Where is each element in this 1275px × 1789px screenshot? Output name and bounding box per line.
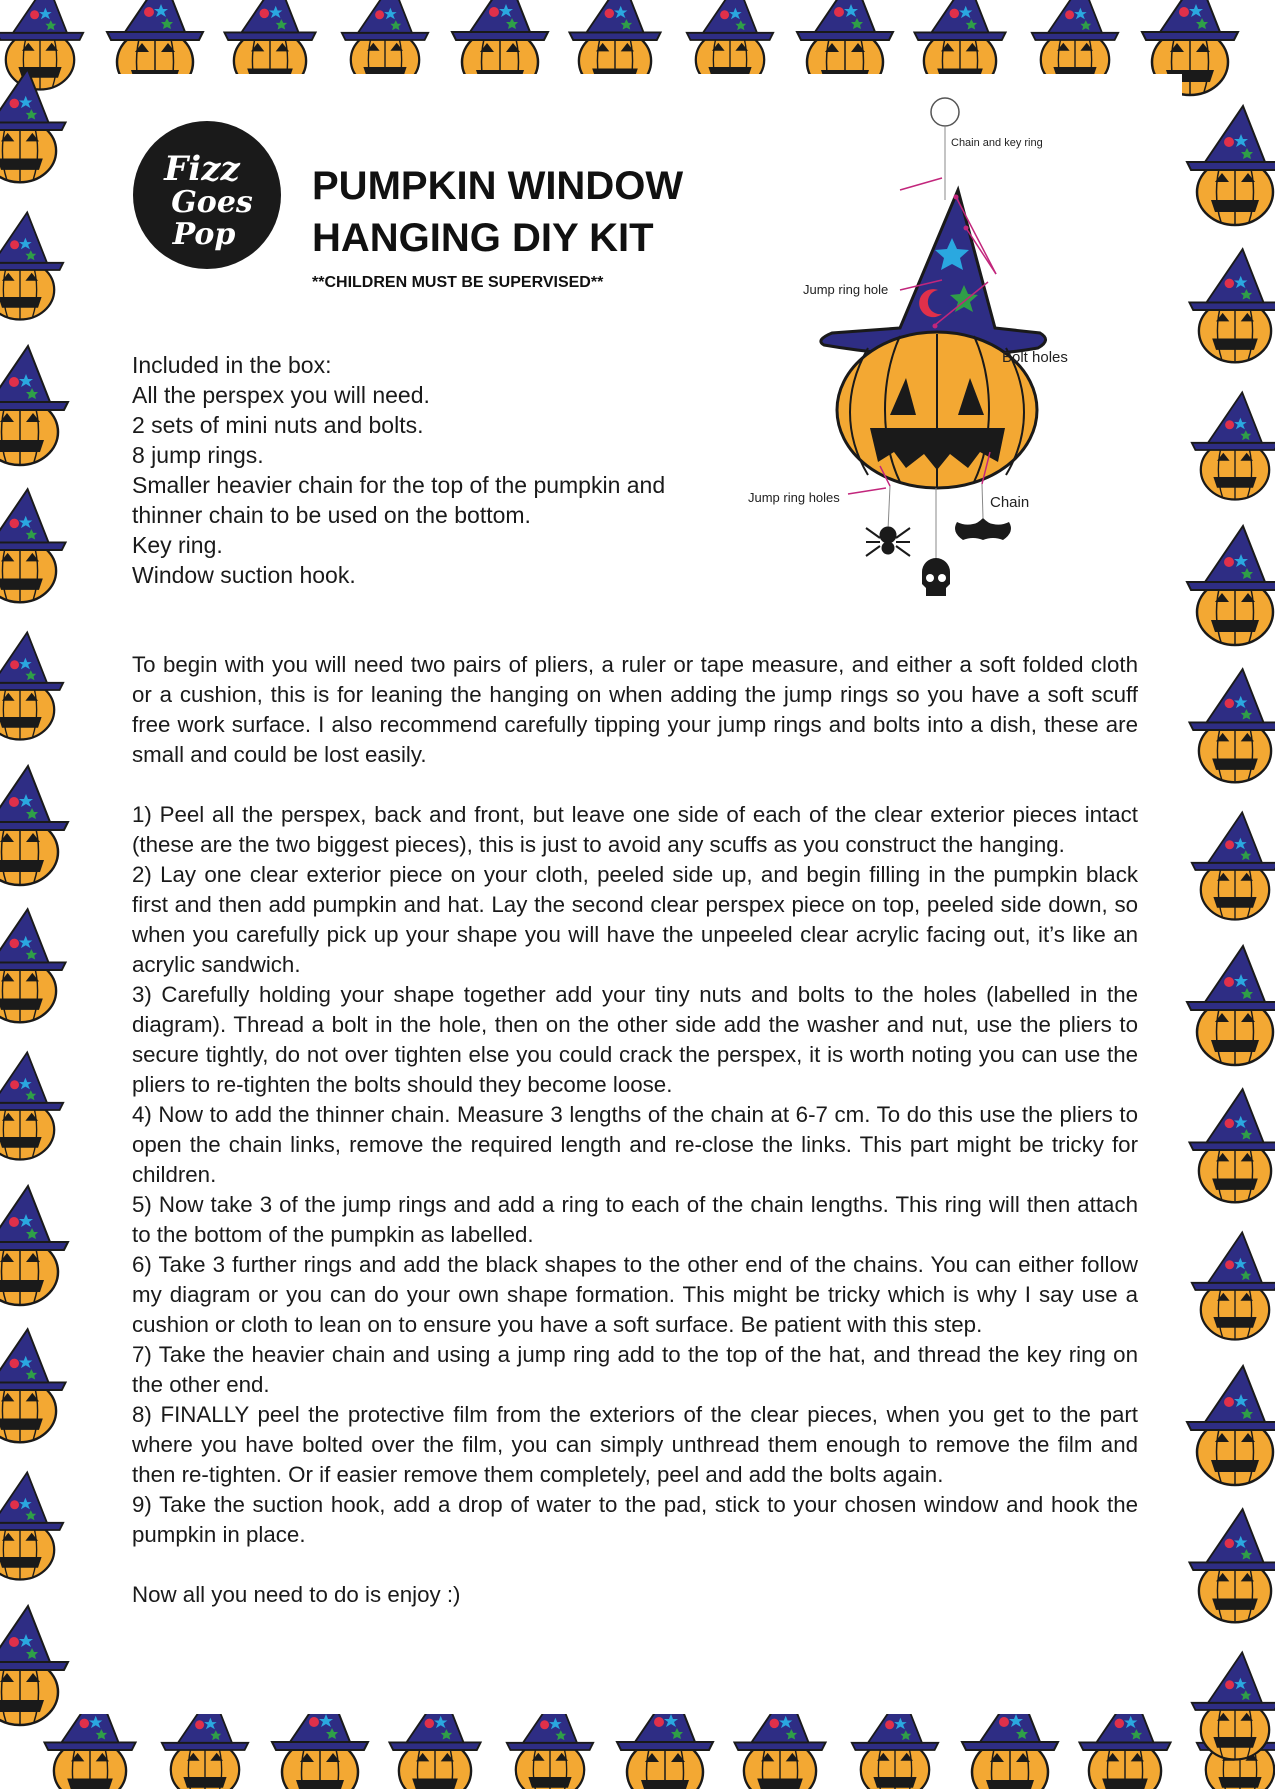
intro-paragraph: To begin with you will need two pairs of pliers, a ruler or tape measure, and either a soft folded cloth or a cushion, this is for leaning the hanging on when adding the jump rings so you have a soft scuff free work surface. I also recommend carefully tipping your jump rings and bolts into a dish, these are small and could be lost easily. xyxy=(132,652,1138,767)
title-line-1: PUMPKIN WINDOW xyxy=(312,164,684,208)
pumpkin-border-icon xyxy=(1187,946,1275,1065)
svg-text:Pop: Pop xyxy=(172,217,236,252)
pumpkin-border-icon xyxy=(1187,106,1275,225)
pumpkin-border-icon xyxy=(1192,1652,1275,1759)
label-chain-key-ring: Chain and key ring xyxy=(951,137,1043,149)
included-item: Window suction hook. xyxy=(132,562,356,588)
spider-icon xyxy=(866,527,910,556)
pumpkin-border-icon xyxy=(1189,1509,1275,1622)
title-line-2: HANGING DIY KIT xyxy=(312,216,654,260)
label-jump-ring-holes: Jump ring holes xyxy=(748,490,840,505)
pumpkin-border-icon xyxy=(0,632,63,739)
pumpkin-border-icon xyxy=(0,212,63,319)
pumpkin-border-icon xyxy=(0,766,68,885)
label-jump-ring-hole: Jump ring hole xyxy=(803,282,889,297)
step-6: 6) Take 3 further rings and add the black shapes to the other end of the chains. You can either follow my diagram or you can do your own shape formation. This might be tricky which is why I say use a cushion or cloth to lean on to ensure you have a soft surface. Be patient with this step. xyxy=(132,1252,1138,1337)
pumpkin-border-icon xyxy=(0,1052,63,1159)
step-8: 8) FINALLY peel the protective film from the exteriors of the clear pieces, when you get to the part where you have bolted over the film, you can simply unthread them enough to remove the film and then re-tighten. Or if easier remove them completely, peel and add the bolts again. xyxy=(132,1402,1138,1487)
pumpkin-border-icon xyxy=(0,1472,63,1579)
pumpkin-border-icon xyxy=(1189,1089,1275,1202)
pumpkin-border-icon xyxy=(0,0,83,90)
closing-line: Now all you need to do is enjoy :) xyxy=(132,1582,461,1607)
label-chain: Chain xyxy=(990,494,1030,511)
pumpkin-border-icon xyxy=(1192,1232,1275,1339)
pumpkin-border-icon xyxy=(1189,249,1275,362)
pumpkin-border-icon xyxy=(0,1329,66,1442)
step-2: 2) Lay one clear exterior piece on your cloth, peeled side up, and begin filling in the pumpkin black first and then add pumpkin and hat. Lay the second clear perspex piece on top, peeled side down, so when you carefully pick up your shape you will have the unpeeled clear acrylic facing out, it’s like an acrylic sandwich. xyxy=(132,862,1138,977)
skull-icon xyxy=(922,558,950,596)
pumpkin-border-icon xyxy=(0,1186,68,1305)
step-3: 3) Carefully holding your shape together add your tiny nuts and bolts to the holes (labelled in the diagram). Thread a bolt in the hole, then on the other side add the washer and nut, use the pliers to secure tightly, do not over tighten else you could crack the perspex, it is worth noting you can use the pliers to re-tighten the bolts should they become loose. xyxy=(132,982,1138,1097)
supervision-warning: **CHILDREN MUST BE SUPERVISED** xyxy=(312,274,604,291)
instructions xyxy=(132,650,1138,1610)
step-1: 1) Peel all the perspex, back and front, but leave one side of each of the clear exterior pieces intact (these are the two biggest pieces), this is just to avoid any scuffs as you construct the hanging. xyxy=(132,802,1138,857)
pumpkin-border-icon xyxy=(0,489,66,602)
step-5: 5) Now take 3 of the jump rings and add a ring to each of the chain lengths. This ring will then attach to the bottom of the pumpkin as labelled. xyxy=(132,1192,1138,1247)
pumpkin-border-icon xyxy=(0,909,66,1022)
fizz-goes-pop-logo xyxy=(132,120,282,270)
included-item: Smaller heavier chain for the top of the pumpkin and xyxy=(132,472,666,498)
step-4: 4) Now to add the thinner chain. Measure 3 lengths of the chain at 6-7 cm. To do this use the pliers to open the chain links, remove the required length and re-close the links. This part might be tricky for children. xyxy=(132,1102,1138,1187)
svg-text:Goes: Goes xyxy=(171,185,253,220)
svg-text:Fizz: Fizz xyxy=(164,149,240,189)
included-item: All the perspex you will need. xyxy=(132,382,430,408)
assembly-diagram xyxy=(740,90,1100,610)
bat-icon xyxy=(955,518,1011,540)
included-item: 8 jump rings. xyxy=(132,442,264,468)
pumpkin-border-icon xyxy=(1187,1366,1275,1485)
page-title xyxy=(312,160,772,264)
included-item: Key ring. xyxy=(132,532,223,558)
included-heading: Included in the box: xyxy=(132,352,332,378)
pumpkin-border-icon xyxy=(1192,812,1275,919)
pumpkin-border-icon xyxy=(1187,526,1275,645)
label-bolt-holes: Bolt holes xyxy=(1002,349,1068,366)
pumpkin-border-icon xyxy=(0,346,68,465)
key-ring-icon xyxy=(931,98,959,126)
pumpkin-border-icon xyxy=(1192,392,1275,499)
included-list xyxy=(132,350,732,590)
pumpkin-border-icon xyxy=(0,1606,68,1725)
pumpkin-border-icon xyxy=(1189,669,1275,782)
included-item: 2 sets of mini nuts and bolts. xyxy=(132,412,424,438)
included-item: thinner chain to be used on the bottom. xyxy=(132,502,531,528)
step-9: 9) Take the suction hook, add a drop of water to the pad, stick to your chosen window and hook the pumpkin in place. xyxy=(132,1492,1138,1547)
step-7: 7) Take the heavier chain and using a jump ring add to the top of the hat, and thread the key ring on the other end. xyxy=(132,1342,1138,1397)
